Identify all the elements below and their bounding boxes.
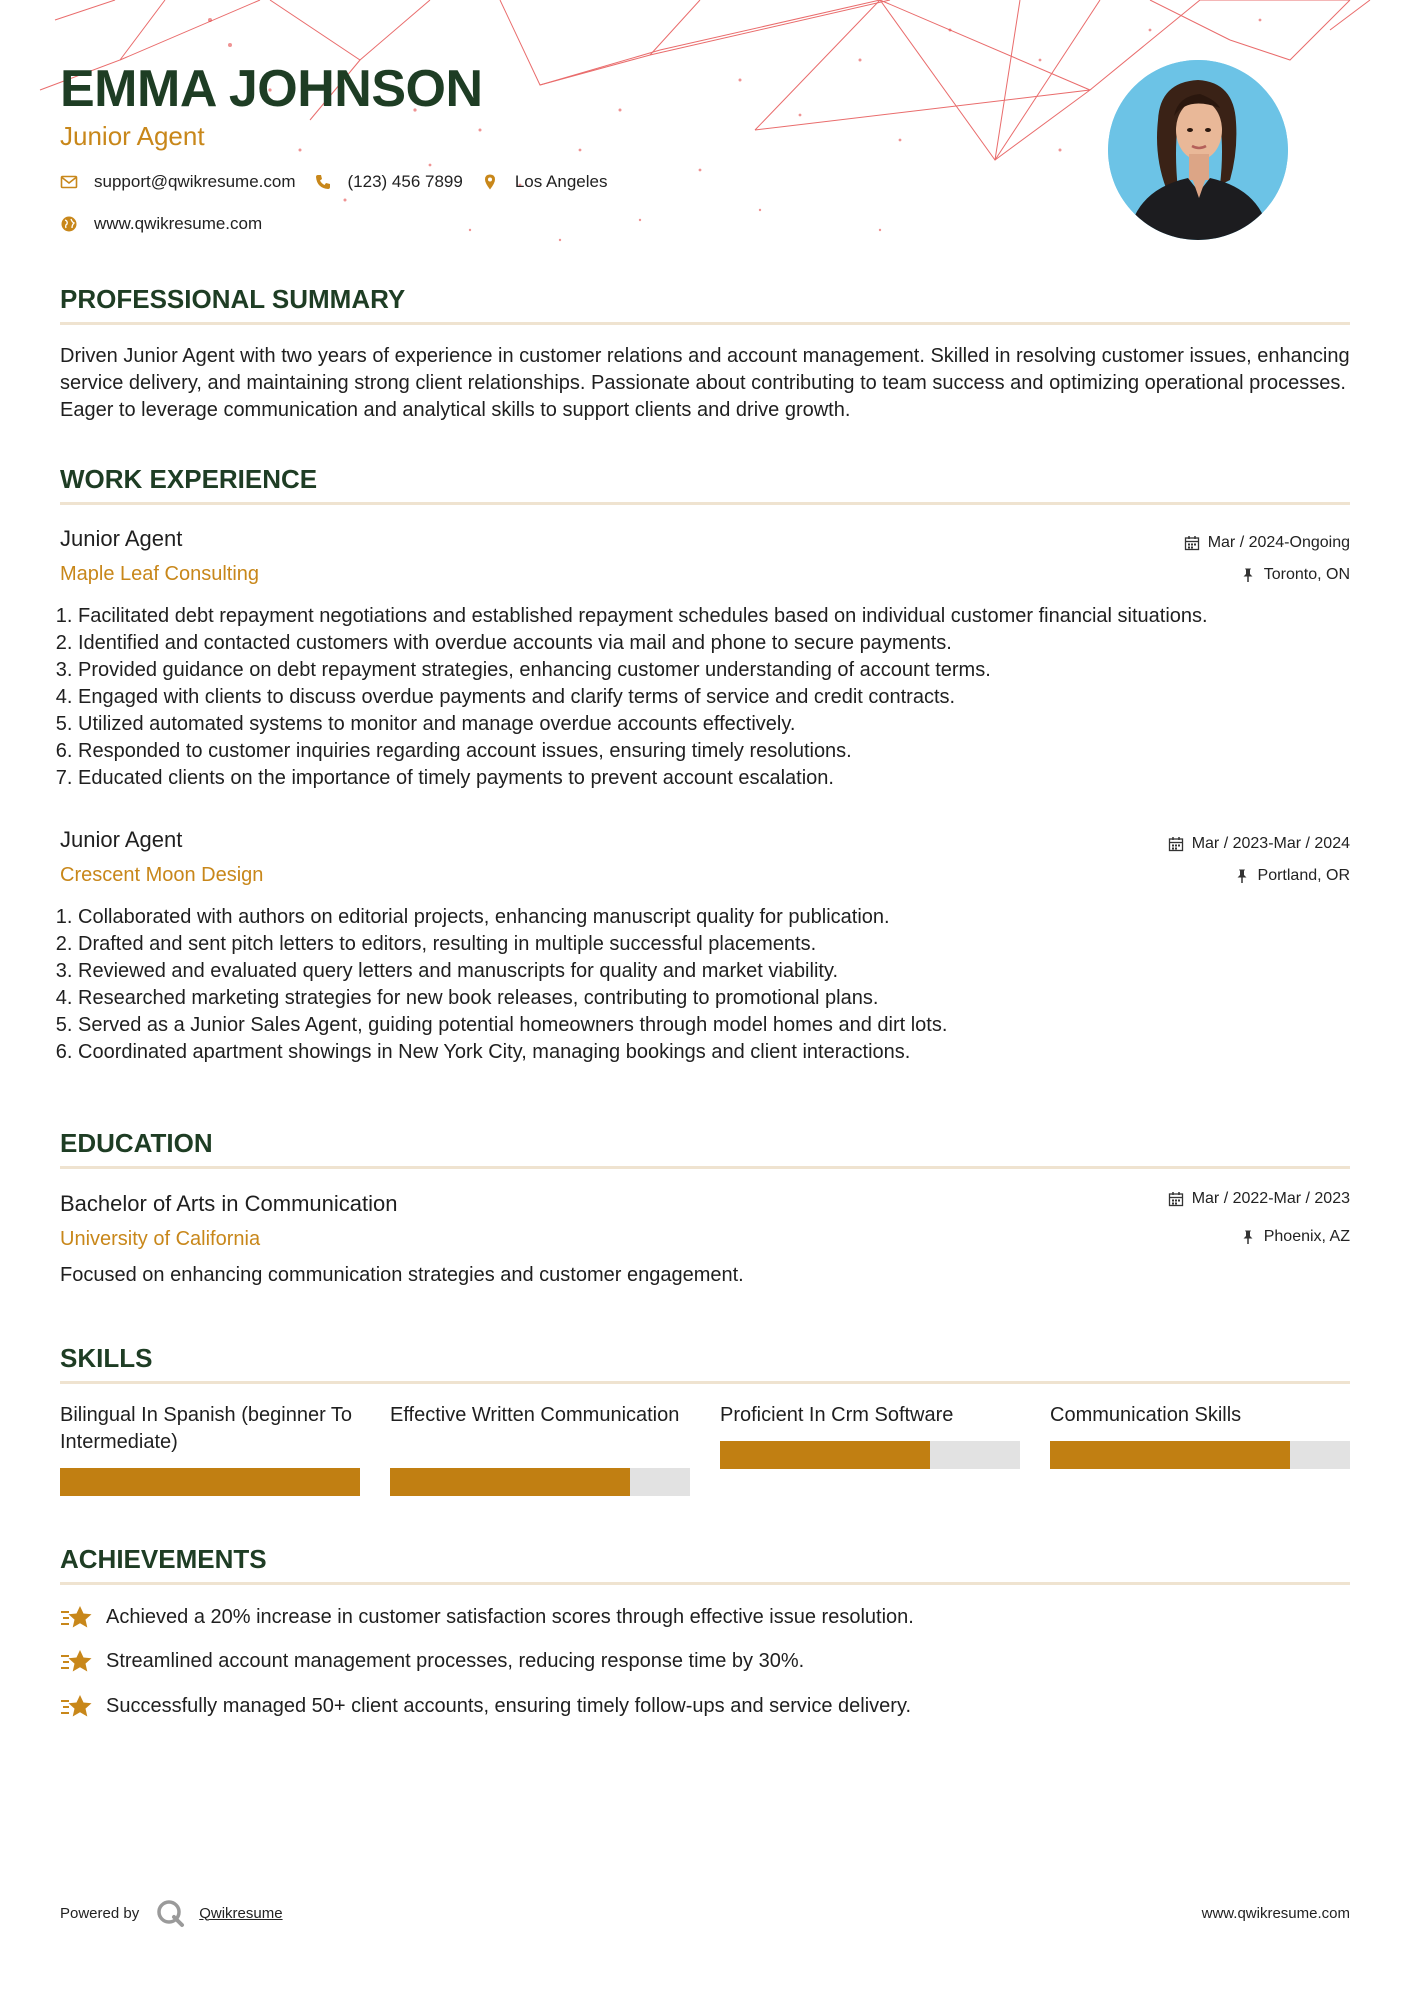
job-1-location bbox=[1240, 565, 1350, 585]
skill-name: Effective Written Communication bbox=[390, 1404, 680, 1426]
trophy-star-icon bbox=[60, 1603, 94, 1631]
footer-brand-link[interactable]: Qwikresume bbox=[199, 1904, 283, 1922]
job-2-dates bbox=[1168, 834, 1350, 854]
achievement-text: Streamlined account management processes, reducing response time by 30%. bbox=[106, 1650, 805, 1672]
job-2-dates-text: Mar / 2023-Mar / 2024 bbox=[1191, 835, 1350, 852]
achievement-item bbox=[60, 1603, 914, 1631]
summary-divider bbox=[60, 322, 1350, 325]
achievement-item bbox=[60, 1692, 911, 1720]
skills-grid bbox=[60, 1402, 1350, 1512]
skill-name: Communication Skills bbox=[1050, 1404, 1242, 1426]
contact-website[interactable] bbox=[60, 214, 262, 234]
contact-email-text: support@qwikresume.com bbox=[94, 172, 296, 191]
list-item: 7. Educated clients on the importance of timely payments to prevent account escalation. bbox=[78, 765, 1378, 792]
achievement-item bbox=[60, 1647, 804, 1675]
job-1-company: Maple Leaf Consulting bbox=[60, 563, 260, 585]
candidate-role: Junior Agent bbox=[60, 121, 205, 151]
calendar-icon bbox=[1168, 1191, 1184, 1207]
job-2-title: Junior Agent bbox=[60, 827, 183, 852]
qwikresume-logo-icon bbox=[155, 1898, 185, 1928]
achievements-heading: ACHIEVEMENTS bbox=[60, 1544, 267, 1574]
job-1-location-text: Toronto, ON bbox=[1263, 566, 1350, 583]
experience-divider bbox=[60, 502, 1350, 505]
skill-item bbox=[1050, 1402, 1350, 1502]
list-item: 1. Collaborated with authors on editorial projects, enhancing manuscript quality for publication. bbox=[78, 904, 1378, 931]
education-school: University of California bbox=[60, 1228, 261, 1250]
skill-level-bar bbox=[60, 1468, 360, 1496]
skills-divider bbox=[60, 1381, 1350, 1384]
map-pin-icon bbox=[481, 173, 499, 191]
footer-powered-by bbox=[60, 1898, 283, 1928]
achievements-divider bbox=[60, 1582, 1350, 1585]
skill-level-fill bbox=[720, 1441, 930, 1469]
contact-phone-text: (123) 456 7899 bbox=[347, 172, 463, 191]
list-item: 6. Responded to customer inquiries regarding account issues, ensuring timely resolutions. bbox=[78, 738, 1378, 765]
contact-location-text: Los Angeles bbox=[514, 172, 608, 191]
job-1-bullets bbox=[60, 603, 1378, 792]
skill-level-bar bbox=[390, 1468, 690, 1496]
job-2-location-text: Portland, OR bbox=[1257, 867, 1350, 884]
skill-level-bar bbox=[720, 1441, 1020, 1469]
job-2-company: Crescent Moon Design bbox=[60, 864, 264, 886]
summary-heading: PROFESSIONAL SUMMARY bbox=[60, 284, 406, 314]
contact-location bbox=[481, 172, 608, 192]
skill-item bbox=[390, 1402, 690, 1502]
job-1-dates-text: Mar / 2024-Ongoing bbox=[1207, 534, 1350, 551]
list-item: 2. Identified and contacted customers with overdue accounts via mail and phone to secure payments. bbox=[78, 630, 1378, 657]
list-item: 2. Drafted and sent pitch letters to editors, resulting in multiple successful placements. bbox=[78, 931, 1378, 958]
pushpin-icon bbox=[1240, 1229, 1256, 1245]
contact-row-secondary bbox=[60, 214, 280, 234]
list-item: 5. Served as a Junior Sales Agent, guiding potential homeowners through model homes and dirt lots. bbox=[78, 1012, 1378, 1039]
skill-level-fill bbox=[60, 1468, 360, 1496]
skill-name: Proficient In Crm Software bbox=[720, 1404, 954, 1426]
skill-level-bar bbox=[1050, 1441, 1350, 1469]
pushpin-icon bbox=[1240, 567, 1256, 583]
education-description: Focused on enhancing communication strategies and customer engagement. bbox=[60, 1264, 744, 1286]
list-item: 4. Researched marketing strategies for new book releases, contributing to promotional plans. bbox=[78, 985, 1378, 1012]
skill-level-fill bbox=[1050, 1441, 1290, 1469]
job-1-dates bbox=[1184, 533, 1350, 553]
skill-item bbox=[60, 1402, 360, 1502]
experience-heading: WORK EXPERIENCE bbox=[60, 464, 318, 494]
trophy-star-icon bbox=[60, 1647, 94, 1675]
pushpin-icon bbox=[1234, 868, 1250, 884]
job-1-title: Junior Agent bbox=[60, 526, 183, 551]
list-item: 1. Facilitated debt repayment negotiations and established repayment schedules based on individual customer financial situations. bbox=[78, 603, 1378, 630]
achievement-text: Achieved a 20% increase in customer satisfaction scores through effective issue resolution. bbox=[106, 1606, 914, 1628]
envelope-icon bbox=[60, 173, 78, 191]
skill-name: Bilingual In Spanish (beginner To Intermediate) bbox=[60, 1404, 353, 1453]
list-item: 3. Provided guidance on debt repayment strategies, enhancing customer understanding of account terms. bbox=[78, 657, 1378, 684]
contact-phone[interactable] bbox=[314, 172, 463, 192]
education-degree: Bachelor of Arts in Communication bbox=[60, 1191, 398, 1216]
profile-photo bbox=[1108, 60, 1288, 240]
achievement-text: Successfully managed 50+ client accounts, ensuring timely follow-ups and service delivery. bbox=[106, 1695, 912, 1717]
education-divider bbox=[60, 1166, 1350, 1169]
education-heading: EDUCATION bbox=[60, 1128, 213, 1158]
education-dates bbox=[1168, 1189, 1350, 1209]
job-2-location bbox=[1234, 866, 1350, 886]
footer-powered-label: Powered by bbox=[60, 1904, 140, 1922]
list-item: 5. Utilized automated systems to monitor and manage overdue accounts effectively. bbox=[78, 711, 1378, 738]
trophy-star-icon bbox=[60, 1692, 94, 1720]
list-item: 6. Coordinated apartment showings in New York City, managing bookings and client interactions. bbox=[78, 1039, 1378, 1066]
calendar-icon bbox=[1168, 836, 1184, 852]
globe-icon bbox=[60, 215, 78, 233]
skills-heading: SKILLS bbox=[60, 1343, 153, 1373]
list-item: 3. Reviewed and evaluated query letters and manuscripts for quality and market viability. bbox=[78, 958, 1378, 985]
contact-email[interactable] bbox=[60, 172, 296, 192]
footer-website-link[interactable]: www.qwikresume.com bbox=[1201, 1905, 1350, 1922]
candidate-name: EMMA JOHNSON bbox=[60, 60, 483, 118]
phone-icon bbox=[314, 173, 332, 191]
skill-item bbox=[720, 1402, 1020, 1502]
contact-row-primary bbox=[60, 172, 625, 192]
skill-level-fill bbox=[390, 1468, 630, 1496]
job-2-bullets bbox=[60, 904, 1378, 1066]
summary-text: Driven Junior Agent with two years of experience in customer relations and account management. Skilled in resolving customer issues, enhancing service delivery, and maintaining strong client relationships. Passionate about contributing to team success and optimizing operational processes. Eager to leverage communication and analytical skills to support clients and drive growth. bbox=[60, 345, 1350, 421]
education-dates-text: Mar / 2022-Mar / 2023 bbox=[1191, 1190, 1350, 1207]
education-location bbox=[1240, 1227, 1350, 1247]
calendar-icon bbox=[1184, 535, 1200, 551]
list-item: 4. Engaged with clients to discuss overdue payments and clarify terms of service and credit contracts. bbox=[78, 684, 1378, 711]
contact-website-text: www.qwikresume.com bbox=[94, 214, 263, 233]
education-location-text: Phoenix, AZ bbox=[1263, 1228, 1350, 1245]
